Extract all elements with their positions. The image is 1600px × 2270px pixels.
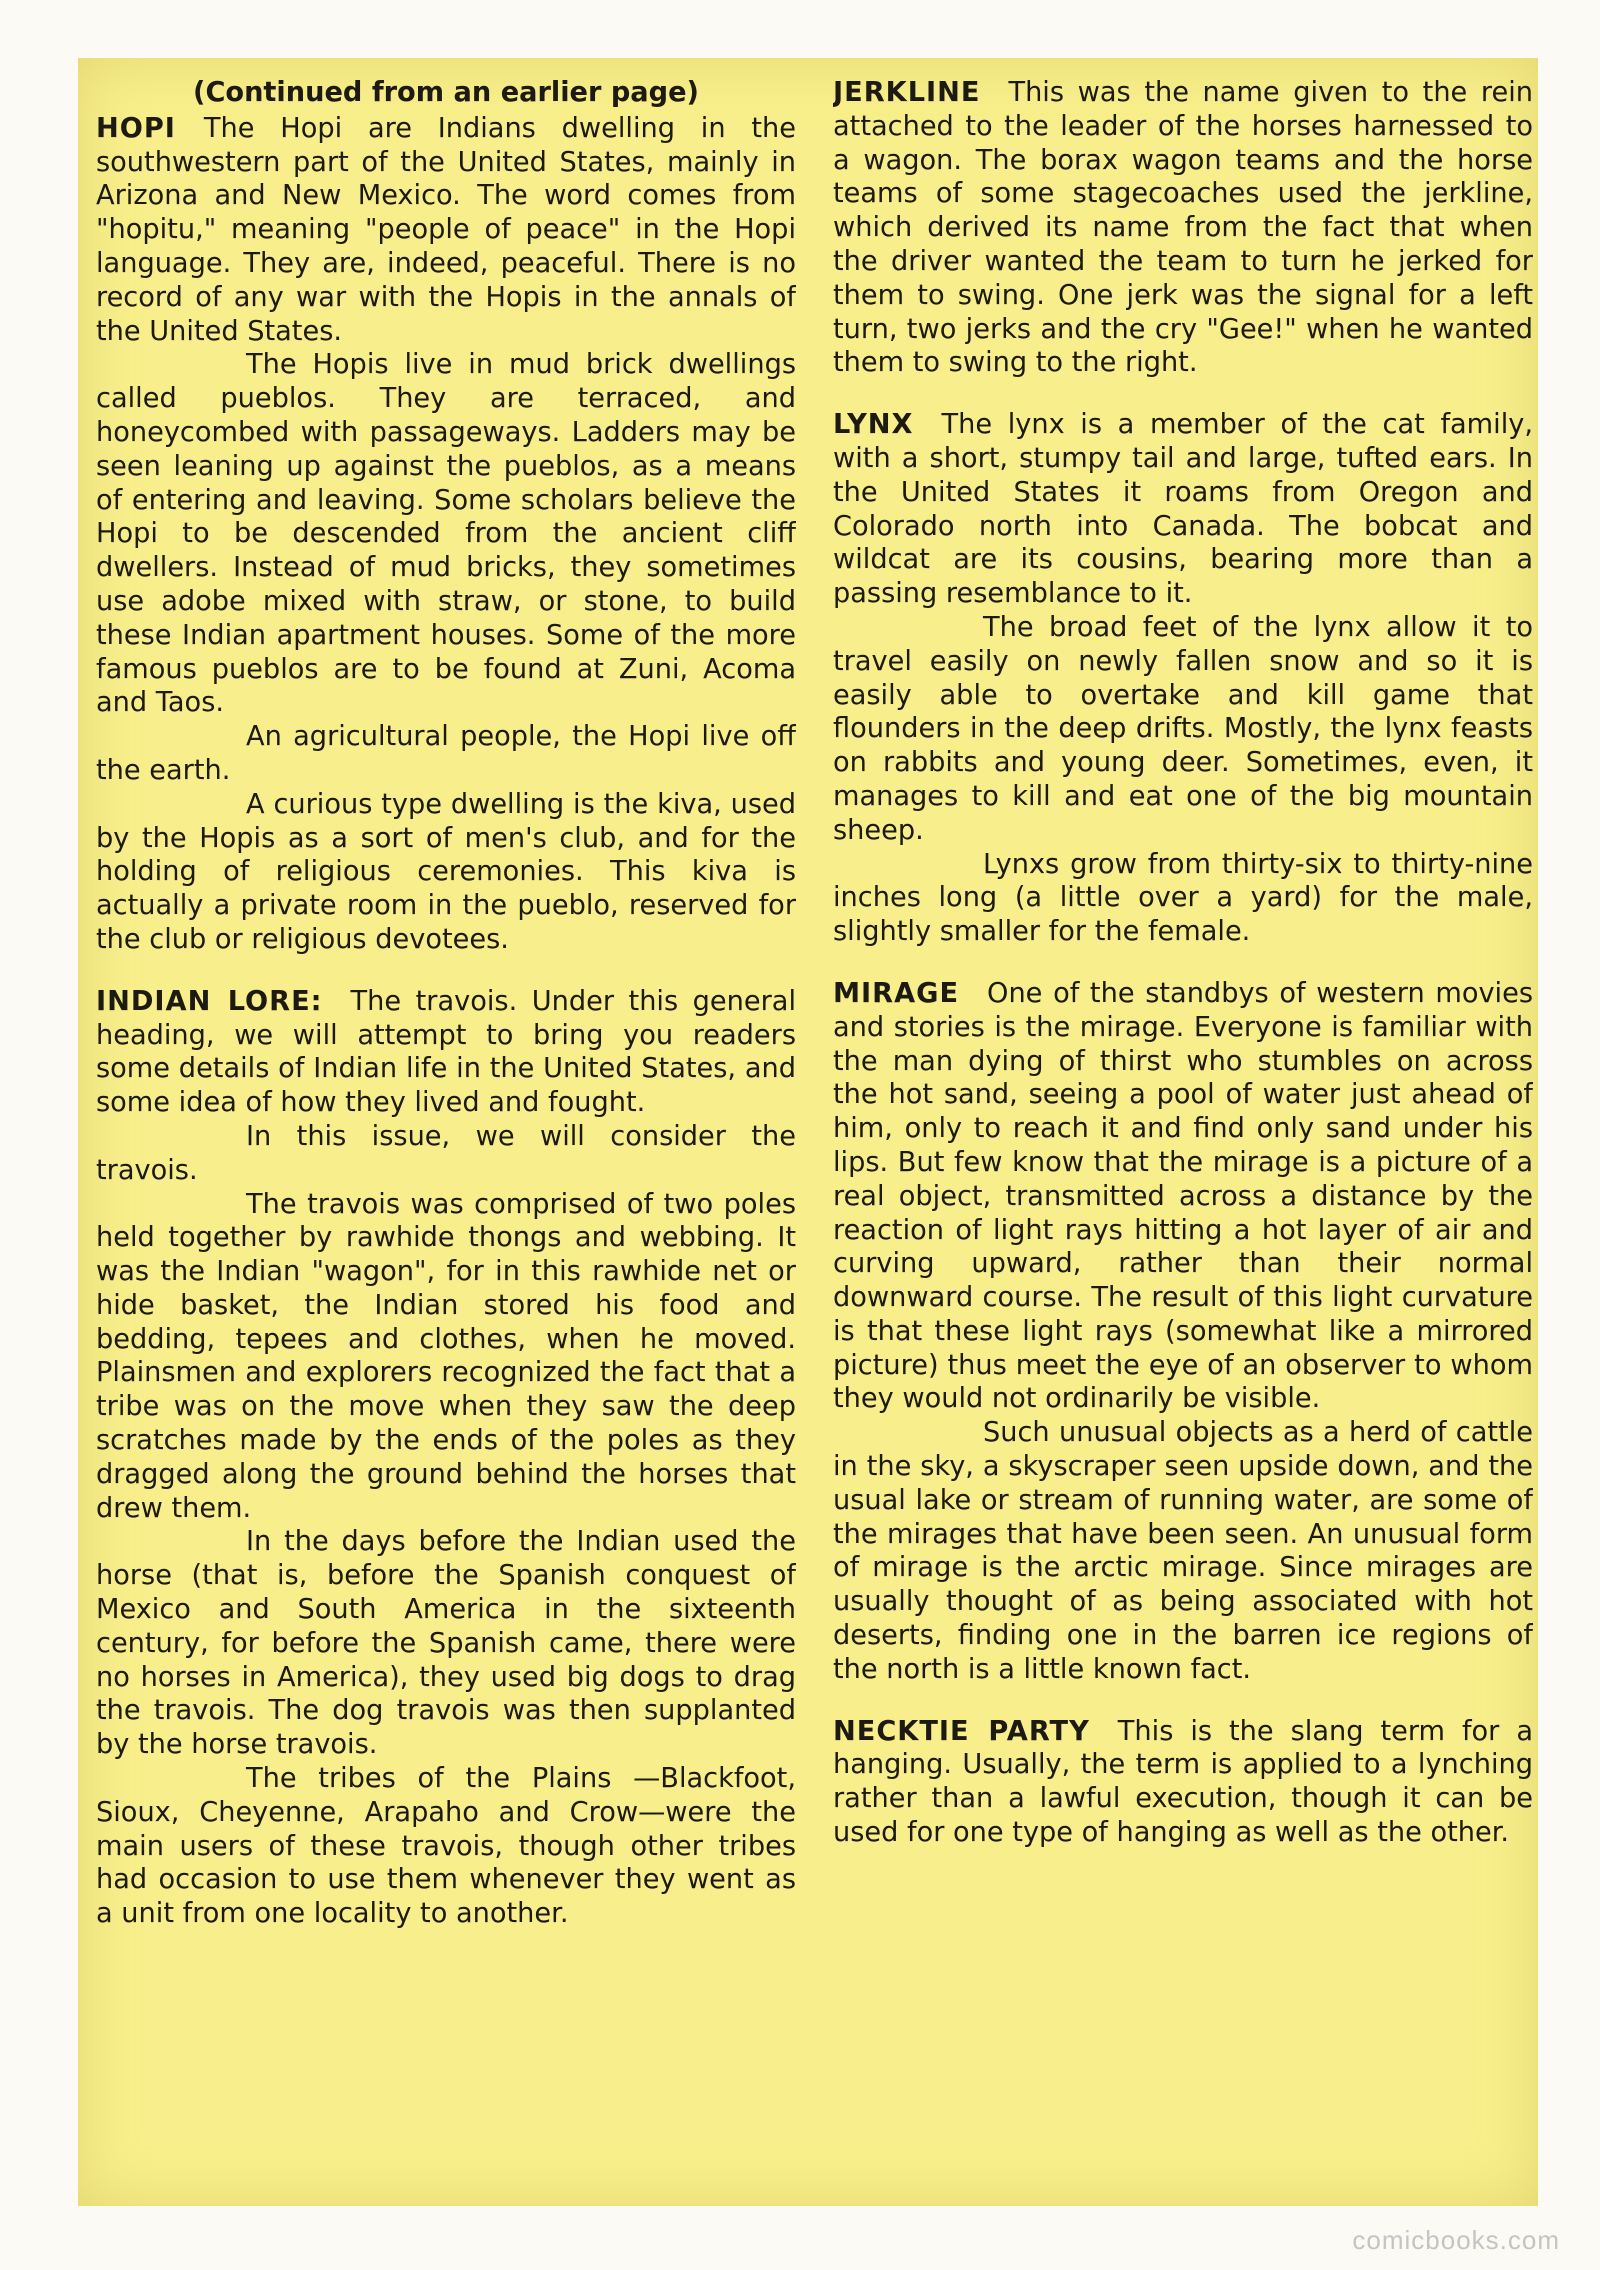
entry-jerkline	[833, 76, 1533, 380]
entry-paragraph: The broad feet of the lynx allow it to travel easily on newly fallen snow and so it is easily able to overtake and kill game that flounders in the deep drifts. Mostly, the lynx feasts on rabbits and young deer. Sometimes, even, it manages to kill and eat one of the big mountain sheep.	[833, 611, 1533, 846]
entry-paragraph: An agricultural people, the Hopi live off the earth.	[96, 721, 796, 786]
entry-paragraph: The Hopis live in mud brick dwellings called pueblos. They are terraced, and honeycombed with passageways. Ladders may be seen leaning up against the pueblos, as a means of entering and leaving. Some scholars believe the Hopi to be descended from the ancient cliff dwellers. Instead of mud bricks, they sometimes use adobe mixed with straw, or stone, to build these Indian apartment houses. Some of the more famous pueblos are to be found at Zuni, Acoma and Taos.	[96, 349, 796, 719]
entry-paragraph	[833, 977, 1533, 1416]
continued-note: (Continued from an earlier page)	[193, 77, 699, 108]
entry-heading: JERKLINE	[833, 77, 981, 108]
entry-text: This is the slang term for a hanging. Usually, the term is applied to a lynching rather than a lawful execution, though it can be used for one type of hanging as well as the other.	[833, 1715, 1533, 1849]
entry-heading: MIRAGE	[833, 977, 960, 1009]
entry-heading: NECKTIE PARTY	[833, 1715, 1090, 1747]
entry-heading: INDIAN LORE:	[96, 985, 323, 1017]
entry-necktie-party	[833, 1715, 1533, 1850]
entry-paragraph	[833, 408, 1533, 611]
entry-paragraph: A curious type dwelling is the kiva, used by the Hopis as a sort of men's club, and for the holding of religious ceremonies. This kiva is actually a private room in the pueblo, reserved for the club or religious devotees.	[96, 788, 796, 955]
entry-text: The travois. Under this general heading, we will attempt to bring you readers some details of Indian life in the United States, and some idea of how they lived and fought.	[96, 985, 796, 1119]
entry-paragraph: In the days before the Indian used the horse (that is, before the Spanish conquest of Mexico and South America in the sixteenth century, for before the Spanish came, there were no horses in America), they used big dogs to drag the travois. The dog travois was then supplanted by the horse travois.	[96, 1526, 796, 1761]
entry-paragraph	[833, 1715, 1533, 1850]
entry-paragraph	[833, 76, 1533, 380]
entry-heading: HOPI	[96, 112, 176, 144]
entry-text: One of the standbys of western movies and stories is the mirage. Everyone is familiar with the man dying of thirst who stumbles on across the hot sand, seeing a pool of water just ahead of him, only to reach it and find only sand under his lips. But few know that the mirage is a picture of a real object, transmitted across a distance by the reaction of light rays hitting a hot layer of air and curving upward, rather than their normal downward course. The result of this light curvature is that these light rays (somewhat like a mirrored picture) thus meet the eye of an observer to whom they would not ordinarily be visible.	[833, 977, 1533, 1415]
entry-text: This was the name given to the rein attached to the leader of the horses harnessed to a wagon. The borax wagon teams and the horse teams of some stagecoaches used the jerkline, which derived its name from the fact that when the driver wanted the team to turn he jerked for them to swing. One jerk was the signal for a left turn, two jerks and the cry "Gee!" when he wanted them to swing to the right.	[833, 77, 1533, 379]
entry-hopi	[96, 112, 796, 957]
entry-paragraph: In this issue, we will consider the travois.	[96, 1120, 796, 1186]
entry-lynx	[833, 408, 1533, 949]
entry-paragraph: The tribes of the Plains —Blackfoot, Sioux, Cheyenne, Arapaho and Crow—were the main users of these travois, though other tribes had occasion to use them whenever they went as a unit from one locality to another.	[96, 1763, 796, 1930]
entry-mirage	[833, 977, 1533, 1687]
entry-paragraph: Lynxs grow from thirty-six to thirty-nine inches long (a little over a yard) for the male, slightly smaller for the female.	[833, 848, 1533, 948]
entry-indian-lore	[96, 985, 796, 1931]
entry-heading: LYNX	[833, 409, 914, 441]
entry-paragraph	[96, 112, 796, 349]
entry-text: The Hopi are Indians dwelling in the southwestern part of the United States, mainly in Arizona and New Mexico. The word comes from "hopitu," meaning "people of peace" in the Hopi language. They are, indeed, peaceful. There is no record of any war with the Hopis in the annals of the United States.	[96, 112, 796, 347]
entry-paragraph: Such unusual objects as a herd of cattle in the sky, a skyscraper seen upside down, and the usual lake or stream of running water, are some of the mirages that have been seen. An unusual form of mirage is the arctic mirage. Since mirages are usually thought of as being associated with hot deserts, finding one in the barren ice regions of the north is a little known fact.	[833, 1417, 1533, 1685]
article-page	[78, 58, 1538, 2206]
right-column	[833, 76, 1533, 2196]
site-watermark: comicbooks.com	[1352, 2225, 1560, 2255]
entry-paragraph: The travois was comprised of two poles held together by rawhide thongs and webbing. It was the Indian "wagon", for in this rawhide net or hide basket, the Indian stored his food and bedding, tepees and clothes, when he moved. Plainsmen and explorers recognized the fact that a tribe was on the move when they saw the deep scratches made by the ends of the poles as they dragged along the ground behind the horses that drew them.	[96, 1188, 796, 1524]
entry-paragraph	[96, 985, 796, 1120]
left-column	[96, 76, 796, 2196]
entry-text: The lynx is a member of the cat family, with a short, stumpy tail and large, tufted ears. In the United States it roams from Oregon and Colorado north into Canada. The bobcat and wildcat are its cousins, bearing more than a passing resemblance to it.	[833, 409, 1533, 610]
